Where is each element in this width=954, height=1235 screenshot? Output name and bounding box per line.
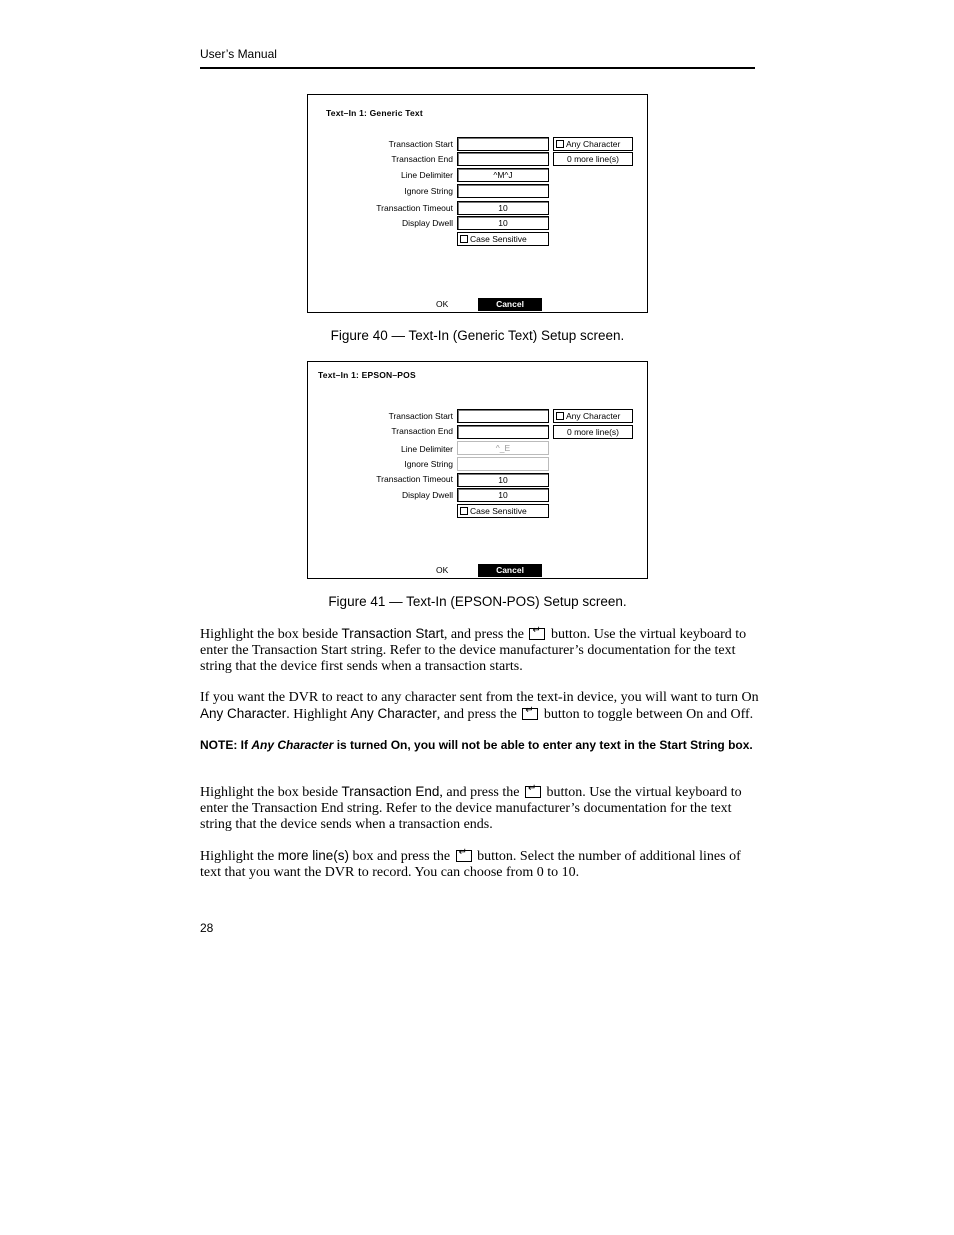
any-character-checkbox[interactable] — [553, 409, 633, 423]
paragraph-any-character — [200, 690, 760, 723]
transaction-end-field[interactable] — [457, 152, 549, 166]
figure-40-caption: Figure 40 — Text-In (Generic Text) Setup screen. — [330, 328, 625, 343]
text: is turned On, you will not be able to enter any text in the Start String box. — [333, 738, 753, 752]
text: Highlight the box beside — [200, 785, 342, 800]
transaction-end-field[interactable] — [457, 425, 549, 439]
enter-key-icon — [525, 786, 541, 798]
paragraph-transaction-start — [200, 626, 760, 675]
text: . Highlight — [286, 707, 351, 722]
screen-title: Text–In 1: EPSON–POS — [318, 370, 416, 380]
case-sensitive-label: Case Sensitive — [470, 234, 527, 244]
cancel-button[interactable]: Cancel — [478, 564, 542, 577]
display-dwell-field[interactable]: 10 — [457, 488, 549, 502]
transaction-timeout-label: Transaction Timeout — [376, 474, 453, 484]
screen-title: Text–In 1: Generic Text — [326, 108, 423, 118]
ignore-string-label: Ignore String — [404, 459, 453, 469]
transaction-start-label: Transaction Start — [388, 139, 453, 149]
transaction-start-field[interactable] — [457, 137, 549, 151]
text: button. Use the virtual keyboard to enter the Transaction End string. Refer to the device manufacturer’s documentation for the text string that the device sends when a transaction ends. — [200, 785, 742, 832]
epson-pos-setup-screen — [307, 361, 648, 579]
text: NOTE: If — [200, 738, 252, 752]
page-header — [200, 47, 755, 69]
transaction-end-label: Transaction End — [391, 154, 453, 164]
transaction-timeout-field[interactable]: 10 — [457, 473, 549, 487]
text: If you want the DVR to react to any character sent from the text-in device, you will want to turn On — [200, 690, 759, 705]
transaction-end-label: Transaction End — [391, 426, 453, 436]
checkbox-icon — [556, 140, 564, 148]
case-sensitive-checkbox[interactable] — [457, 504, 549, 518]
note — [200, 738, 760, 753]
enter-key-icon — [529, 628, 545, 640]
text: button to toggle between On and Off. — [540, 707, 754, 722]
line-delimiter-label: Line Delimiter — [401, 170, 453, 180]
text: Highlight the box beside — [200, 627, 342, 642]
checkbox-icon — [460, 235, 468, 243]
display-dwell-label: Display Dwell — [401, 490, 453, 500]
ignore-string-label: Ignore String — [404, 186, 453, 196]
more-lines-field[interactable]: 0 more line(s) — [553, 425, 633, 439]
cancel-button[interactable]: Cancel — [478, 298, 542, 311]
any-character-label: Any Character — [566, 411, 621, 421]
ok-button[interactable]: OK — [436, 565, 449, 575]
transaction-start-label: Transaction Start — [388, 411, 453, 421]
text: , and press the — [436, 707, 521, 722]
text: , and press the — [439, 785, 523, 800]
text: button. Select the number of additional lines of text that you want the DVR to record. You can choose from 0 to 10. — [200, 849, 741, 880]
text: Highlight the — [200, 849, 278, 864]
case-sensitive-label: Case Sensitive — [470, 506, 527, 516]
ui-term: Any Character — [350, 706, 437, 721]
transaction-timeout-field[interactable]: 10 — [457, 201, 549, 215]
ui-term: more line(s) — [277, 848, 350, 863]
checkbox-icon — [460, 507, 468, 515]
page-number: 28 — [200, 921, 214, 935]
ok-button[interactable]: OK — [436, 299, 449, 309]
ui-term: Transaction End — [341, 784, 440, 799]
paragraph-transaction-end — [200, 784, 760, 833]
header-title: User’s Manual — [200, 47, 277, 61]
enter-key-icon — [522, 708, 538, 720]
generic-text-setup-screen — [307, 94, 648, 313]
any-character-checkbox[interactable] — [553, 137, 633, 151]
more-lines-field[interactable]: 0 more line(s) — [553, 152, 633, 166]
case-sensitive-checkbox[interactable] — [457, 232, 549, 246]
ui-term: Transaction Start — [341, 626, 444, 641]
ui-term: Any Character — [200, 706, 287, 721]
display-dwell-label: Display Dwell — [401, 218, 453, 228]
text: , and press the — [443, 627, 528, 642]
line-delimiter-field: ^_E — [457, 441, 549, 455]
ignore-string-field — [457, 457, 549, 471]
line-delimiter-field[interactable]: ^M^J — [457, 168, 549, 182]
text: box and press the — [349, 849, 454, 864]
transaction-start-field[interactable] — [457, 409, 549, 423]
checkbox-icon — [556, 412, 564, 420]
ui-term: Any Character — [251, 738, 334, 752]
transaction-timeout-label: Transaction Timeout — [376, 203, 453, 213]
paragraph-more-lines — [200, 848, 760, 881]
ignore-string-field[interactable] — [457, 184, 549, 198]
text: button. Use the virtual keyboard to enter the Transaction Start string. Refer to the device manufacturer’s documentation for the text string that the device first sends when a transaction starts. — [200, 627, 747, 674]
line-delimiter-label: Line Delimiter — [401, 444, 453, 454]
display-dwell-field[interactable]: 10 — [457, 216, 549, 230]
enter-key-icon — [456, 850, 472, 862]
any-character-label: Any Character — [566, 139, 621, 149]
figure-41-caption: Figure 41 — Text-In (EPSON-POS) Setup screen. — [328, 594, 627, 609]
